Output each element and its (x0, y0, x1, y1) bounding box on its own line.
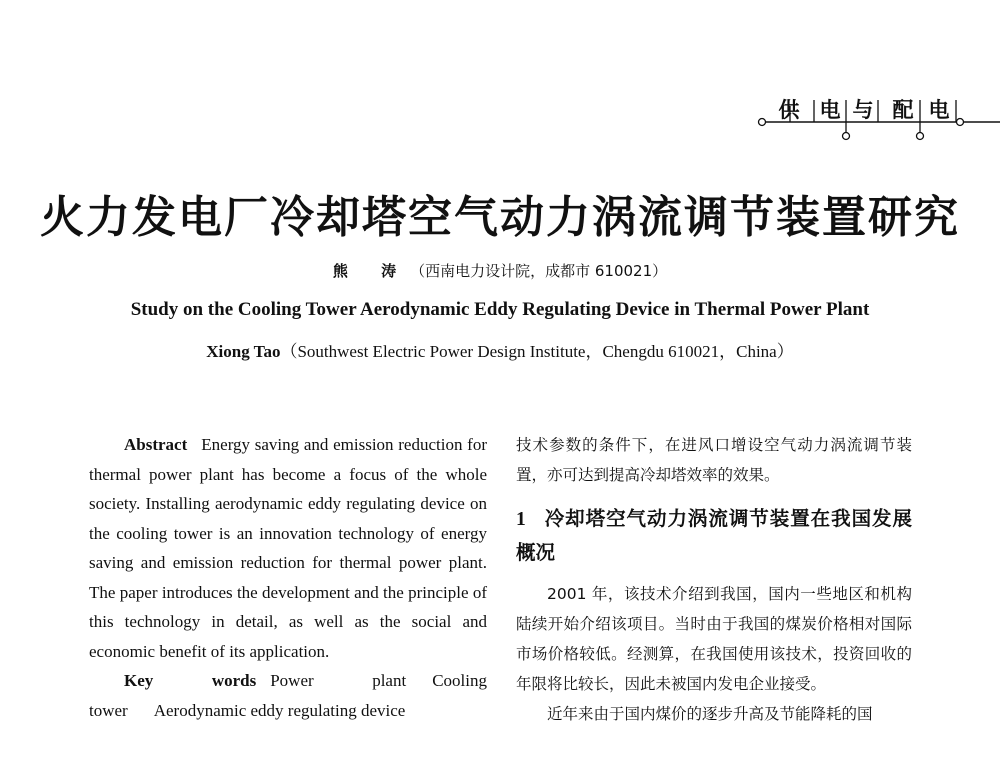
author-line-chinese (0, 260, 1000, 282)
section-tag-char-2: 电 (819, 98, 841, 122)
section-tag (756, 92, 1000, 144)
body-paragraph-1: 2001 年，该技术介绍到我国，国内一些地区和机构陆续开始介绍该项目。当时由于我国的煤炭价格相对国际市场价格较低。经测算，在我国使用该技术，投资回收的年限将比较长，因此未被国内发电企业接受。 (516, 585, 912, 693)
keywords-label: Key words (124, 671, 257, 690)
body-paragraph-2: 近年来由于国内煤价的逐步升高及节能降耗的国 (547, 705, 873, 723)
author-affiliation-chinese: （西南电力设计院，成都市 610021） (410, 262, 668, 280)
section-1-title: 冷却塔空气动力涡流调节装置在我国发展概况 (516, 507, 912, 564)
paper-title-english: Study on the Cooling Tower Aerodynamic Eddy Regulating Device in Thermal Power Plant (130, 299, 870, 320)
author-affiliation-english: （Southwest Electric Power Design Institute，Chengdu 610021，China） (280, 342, 794, 361)
author-line-english (0, 339, 1000, 365)
author-name-english: Xiong Tao (206, 342, 281, 361)
left-column (89, 430, 487, 725)
section-1-number: 1 (516, 509, 526, 530)
keywords (89, 666, 487, 725)
abstract (89, 430, 487, 666)
keyword-item: Cooling tower (89, 671, 487, 720)
intro-paragraph: 技术参数的条件下，在进风口增设空气动力涡流调节装置，亦可达到提高冷却塔效率的效果。 (516, 436, 912, 484)
section-tag-char-4: 配 (892, 98, 914, 122)
section-tag-char-3: 与 (852, 98, 874, 122)
section-1-heading (516, 502, 912, 569)
section-tag-char-5: 电 (928, 98, 950, 122)
abstract-text: Energy saving and emission reduction for thermal power plant has become a focus of the whole society. Installing aerodynamic eddy regulating device on the cooling tower is an innovation technology of energy saving and emission reduction for thermal power plant. The paper introduces the development and the principle of this technology in detail, as well as the social and economic benefit of its application. (89, 435, 487, 661)
keyword-item: Aerodynamic eddy regulating device (153, 700, 406, 720)
section-tag-char-1: 供 (778, 98, 800, 122)
keyword-item: Power plant (270, 671, 407, 690)
author-name-chinese: 熊 涛 (332, 262, 411, 280)
right-column (516, 430, 912, 729)
abstract-label: Abstract (124, 435, 188, 454)
paper-title-chinese: 火力发电厂冷却塔空气动力涡流调节装置研究 (40, 192, 960, 243)
